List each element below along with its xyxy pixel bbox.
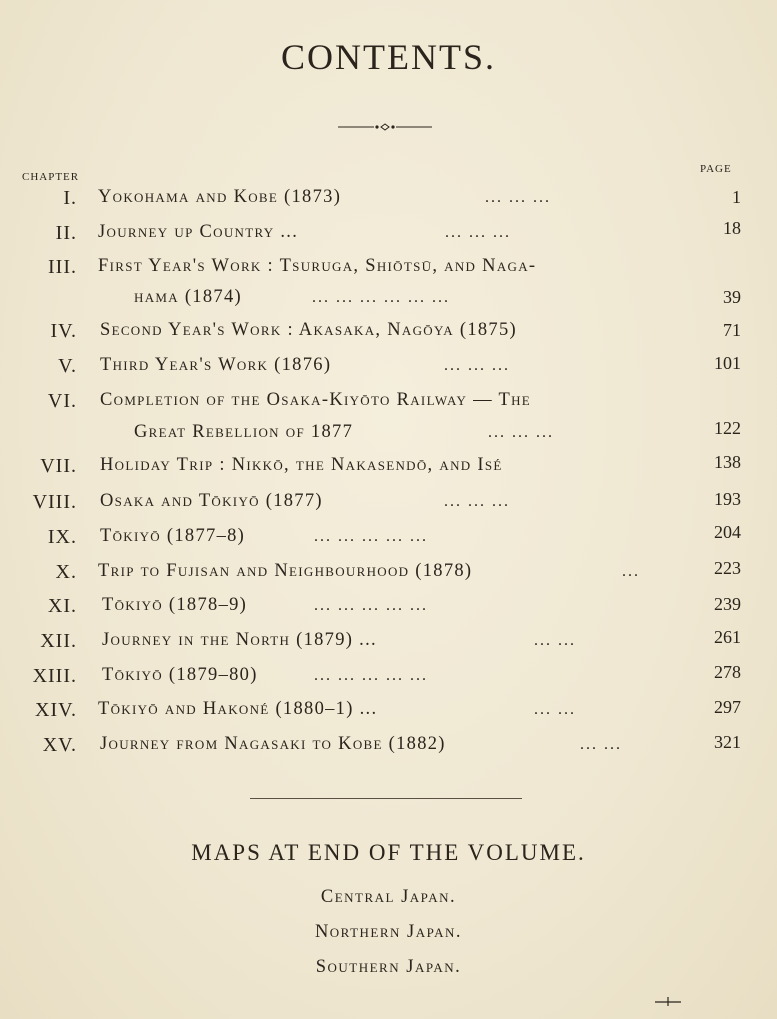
- chapter-title-line: Journey from Nagasaki to Kobe (1882): [100, 734, 446, 754]
- chapter-number: XII.: [40, 630, 77, 652]
- chapter-number: XV.: [42, 734, 77, 756]
- map-item-southern-japan: Southern Japan.: [315, 957, 462, 977]
- page-number: 239: [714, 594, 741, 614]
- leader-dots: ... ... ... ... ...: [314, 528, 428, 545]
- chapter-title-line: Holiday Trip : Nikkō, the Nakasendō, and Isé: [100, 455, 503, 475]
- chapter-title-line: Second Year's Work : Akasaka, Nagōya (1875): [100, 320, 517, 340]
- page-number: 223: [714, 558, 741, 578]
- page-column-label: PAGE: [700, 163, 732, 175]
- chapter-title-line: Journey up Country ...: [98, 222, 299, 242]
- chapter-number: XI.: [47, 595, 77, 617]
- page-number: 193: [714, 489, 741, 509]
- chapter-number: X.: [55, 561, 77, 583]
- page-number: 204: [714, 522, 741, 542]
- page-number: 261: [714, 627, 741, 647]
- chapter-number: VI.: [47, 390, 77, 412]
- chapter-title-line: First Year's Work : Tsuruga, Shiōtsū, and Naga-: [98, 256, 537, 276]
- leader-dots: ... ... ...: [445, 224, 511, 241]
- leader-dots: ... ...: [580, 736, 622, 753]
- leader-dots: ... ...: [534, 632, 576, 649]
- chapter-title-line: Osaka and Tōkiyō (1877): [100, 491, 323, 511]
- chapter-title-line: Tōkiyō (1879–80): [102, 665, 258, 685]
- page-title: CONTENTS.: [281, 37, 496, 77]
- chapter-title-line: hama (1874): [134, 287, 242, 307]
- page-number: 39: [723, 287, 741, 307]
- page-number: 1: [732, 187, 741, 207]
- page-number: 122: [714, 418, 741, 438]
- page-number: 18: [723, 218, 741, 238]
- leader-dots: ...: [622, 563, 640, 580]
- leader-dots: ... ... ...: [485, 189, 551, 206]
- chapter-number: III.: [48, 256, 77, 278]
- chapter-number: XIV.: [35, 699, 77, 721]
- chapter-number: IV.: [50, 320, 77, 342]
- page-number: 71: [723, 320, 741, 340]
- leader-dots: ... ... ... ... ... ...: [312, 289, 450, 306]
- chapter-title-line: Journey in the North (1879) ...: [102, 630, 377, 650]
- page-number: 321: [714, 732, 741, 752]
- leader-dots: ... ... ...: [444, 493, 510, 510]
- chapter-number: II.: [55, 222, 77, 244]
- chapter-number: V.: [58, 355, 77, 377]
- page-number: 278: [714, 662, 741, 682]
- chapter-title-line: Third Year's Work (1876): [100, 355, 332, 375]
- chapter-number: I.: [63, 187, 77, 209]
- chapter-title-line: Tōkiyō and Hakoné (1880–1) ...: [98, 699, 378, 719]
- chapter-title-line: Yokohama and Kobe (1873): [98, 187, 342, 207]
- leader-dots: ... ... ... ... ...: [314, 667, 428, 684]
- chapter-number: VIII.: [32, 491, 77, 513]
- chapter-title-line: Great Rebellion of 1877: [134, 422, 354, 442]
- page-number: 138: [714, 452, 741, 472]
- chapter-column-label: CHAPTER: [22, 171, 80, 183]
- section-divider: [250, 798, 522, 799]
- chapter-number: VII.: [40, 455, 77, 477]
- leader-dots: ... ...: [534, 701, 576, 718]
- leader-dots: ... ... ...: [488, 424, 554, 441]
- ornament-divider: [338, 121, 432, 133]
- page-number: 101: [714, 353, 741, 373]
- map-item-central-japan: Central Japan.: [320, 887, 457, 907]
- page-number: 297: [714, 697, 741, 717]
- maps-heading: MAPS AT END OF THE VOLUME.: [191, 840, 586, 865]
- chapter-title-line: Trip to Fujisan and Neighbourhood (1878): [98, 561, 473, 581]
- leader-dots: ... ... ...: [444, 357, 510, 374]
- chapter-number: XIII.: [32, 665, 77, 687]
- leader-dots: ... ... ... ... ...: [314, 597, 428, 614]
- printer-mark: [655, 995, 681, 1007]
- chapter-title-line: Tōkiyō (1878–9): [102, 595, 248, 615]
- map-item-northern-japan: Northern Japan.: [314, 922, 463, 942]
- chapter-title-line: Completion of the Osaka-Kiyōto Railway — The: [100, 390, 531, 410]
- chapter-number: IX.: [47, 526, 77, 548]
- chapter-title-line: Tōkiyō (1877–8): [100, 526, 246, 546]
